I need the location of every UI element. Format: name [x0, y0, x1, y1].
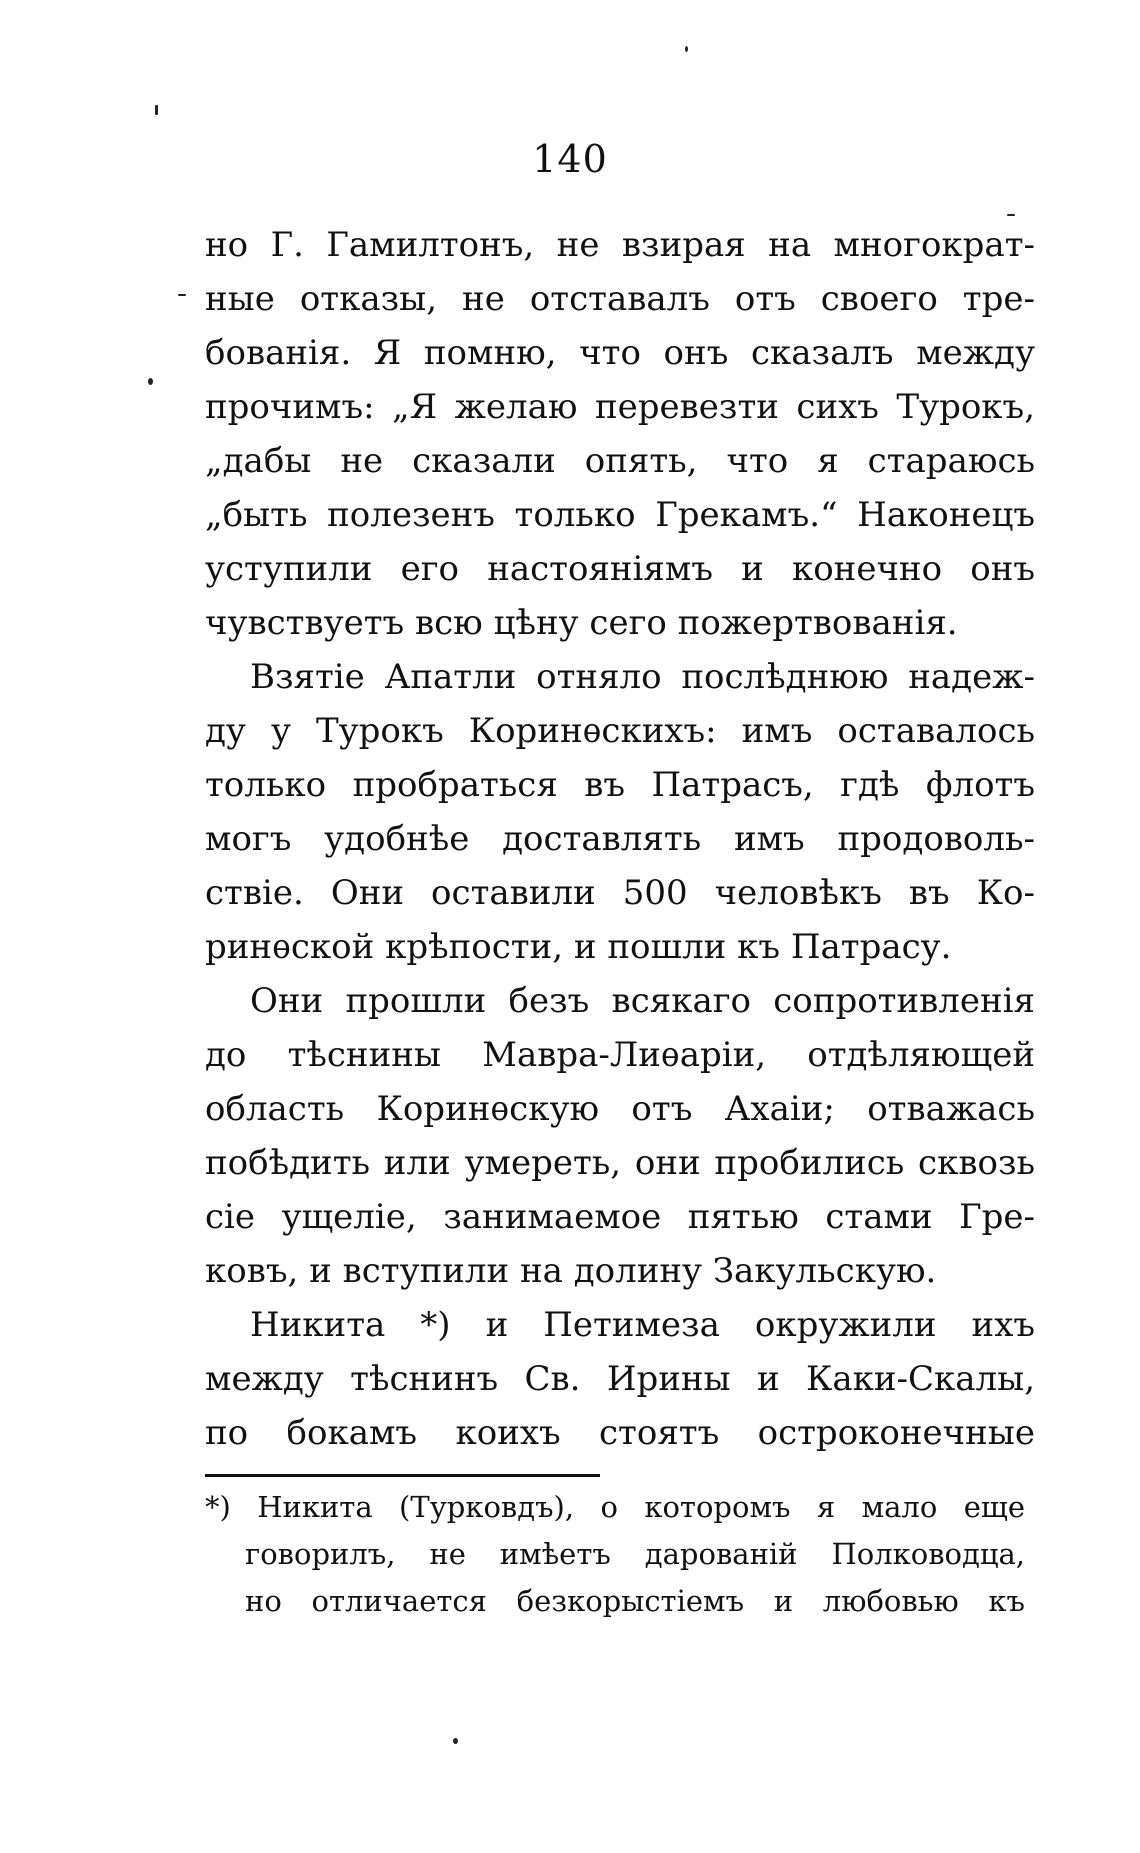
print-speck: [178, 294, 186, 296]
text-line: побѣдить или умереть, они пробились сквозь: [205, 1143, 1035, 1183]
footnote-line: но отличается безкорыстіемъ и любовью къ: [245, 1584, 1025, 1618]
text-line: ковъ, и вступили на долину Закульскую.: [205, 1251, 937, 1291]
print-speck: [685, 46, 688, 52]
text-line: между тѣснинъ Св. Ирины и Каки-Скалы,: [205, 1359, 1035, 1399]
footnote: [205, 1484, 1025, 1625]
footnote-line: *) Никита (Турковдъ), о которомъ я мало еще: [205, 1490, 1025, 1524]
text-line: но Г. Гамилтонъ, не взирая на многократ-: [205, 225, 1035, 265]
text-line: Никита *) и Петимеза окружили ихъ: [250, 1305, 1035, 1345]
text-line: могъ удобнѣе доставлять имъ продоволь-: [205, 819, 1035, 859]
text-line: прочимъ: „Я желаю перевезти сихъ Турокъ,: [205, 387, 1035, 427]
footnote-line: говорилъ, не имѣетъ дарованій Полководца,: [245, 1537, 1025, 1571]
body-text: [205, 218, 1035, 1460]
text-line: ринѳской крѣпости, и пошли къ Патрасу.: [205, 927, 952, 967]
text-line: Взятіе Апатли отняло послѣднюю надеж-: [250, 657, 1035, 697]
print-speck: [1007, 214, 1015, 216]
text-line: по бокамъ коихъ стоятъ остроконечные: [205, 1413, 1035, 1453]
text-line: Они прошли безъ всякаго сопротивленія: [250, 981, 1035, 1021]
print-speck: [155, 105, 158, 115]
text-line: ствіе. Они оставили 500 человѣкъ въ Ко-: [205, 873, 1035, 913]
text-line: до тѣснины Мавра-Лиѳаріи, отдѣляющей: [205, 1035, 1035, 1075]
print-speck: [453, 1738, 458, 1744]
text-line: область Коринѳскую отъ Ахаіи; отважась: [205, 1089, 1035, 1129]
text-line: уступили его настояніямъ и конечно онъ: [205, 549, 1035, 589]
footnote-divider: [205, 1474, 600, 1477]
text-line: ду у Турокъ Коринѳскихъ: имъ оставалось: [205, 711, 1035, 751]
text-line: только пробраться въ Патрасъ, гдѣ флотъ: [205, 765, 1035, 805]
text-line: бованія. Я помню, что онъ сказалъ между: [205, 333, 1035, 373]
text-line: ные отказы, не отставалъ отъ своего тре-: [205, 279, 1035, 319]
text-line: сіе ущеліе, занимаемое пятью стами Гре-: [205, 1197, 1035, 1237]
print-speck: [148, 378, 153, 385]
text-line: чувствуетъ всю цѣну сего пожертвованія.: [205, 603, 958, 643]
text-line: „дабы не сказали опять, что я стараюсь: [205, 441, 1035, 481]
text-line: „быть полезенъ только Грекамъ.“ Наконецъ: [205, 495, 1035, 535]
page-number: 140: [532, 137, 608, 181]
